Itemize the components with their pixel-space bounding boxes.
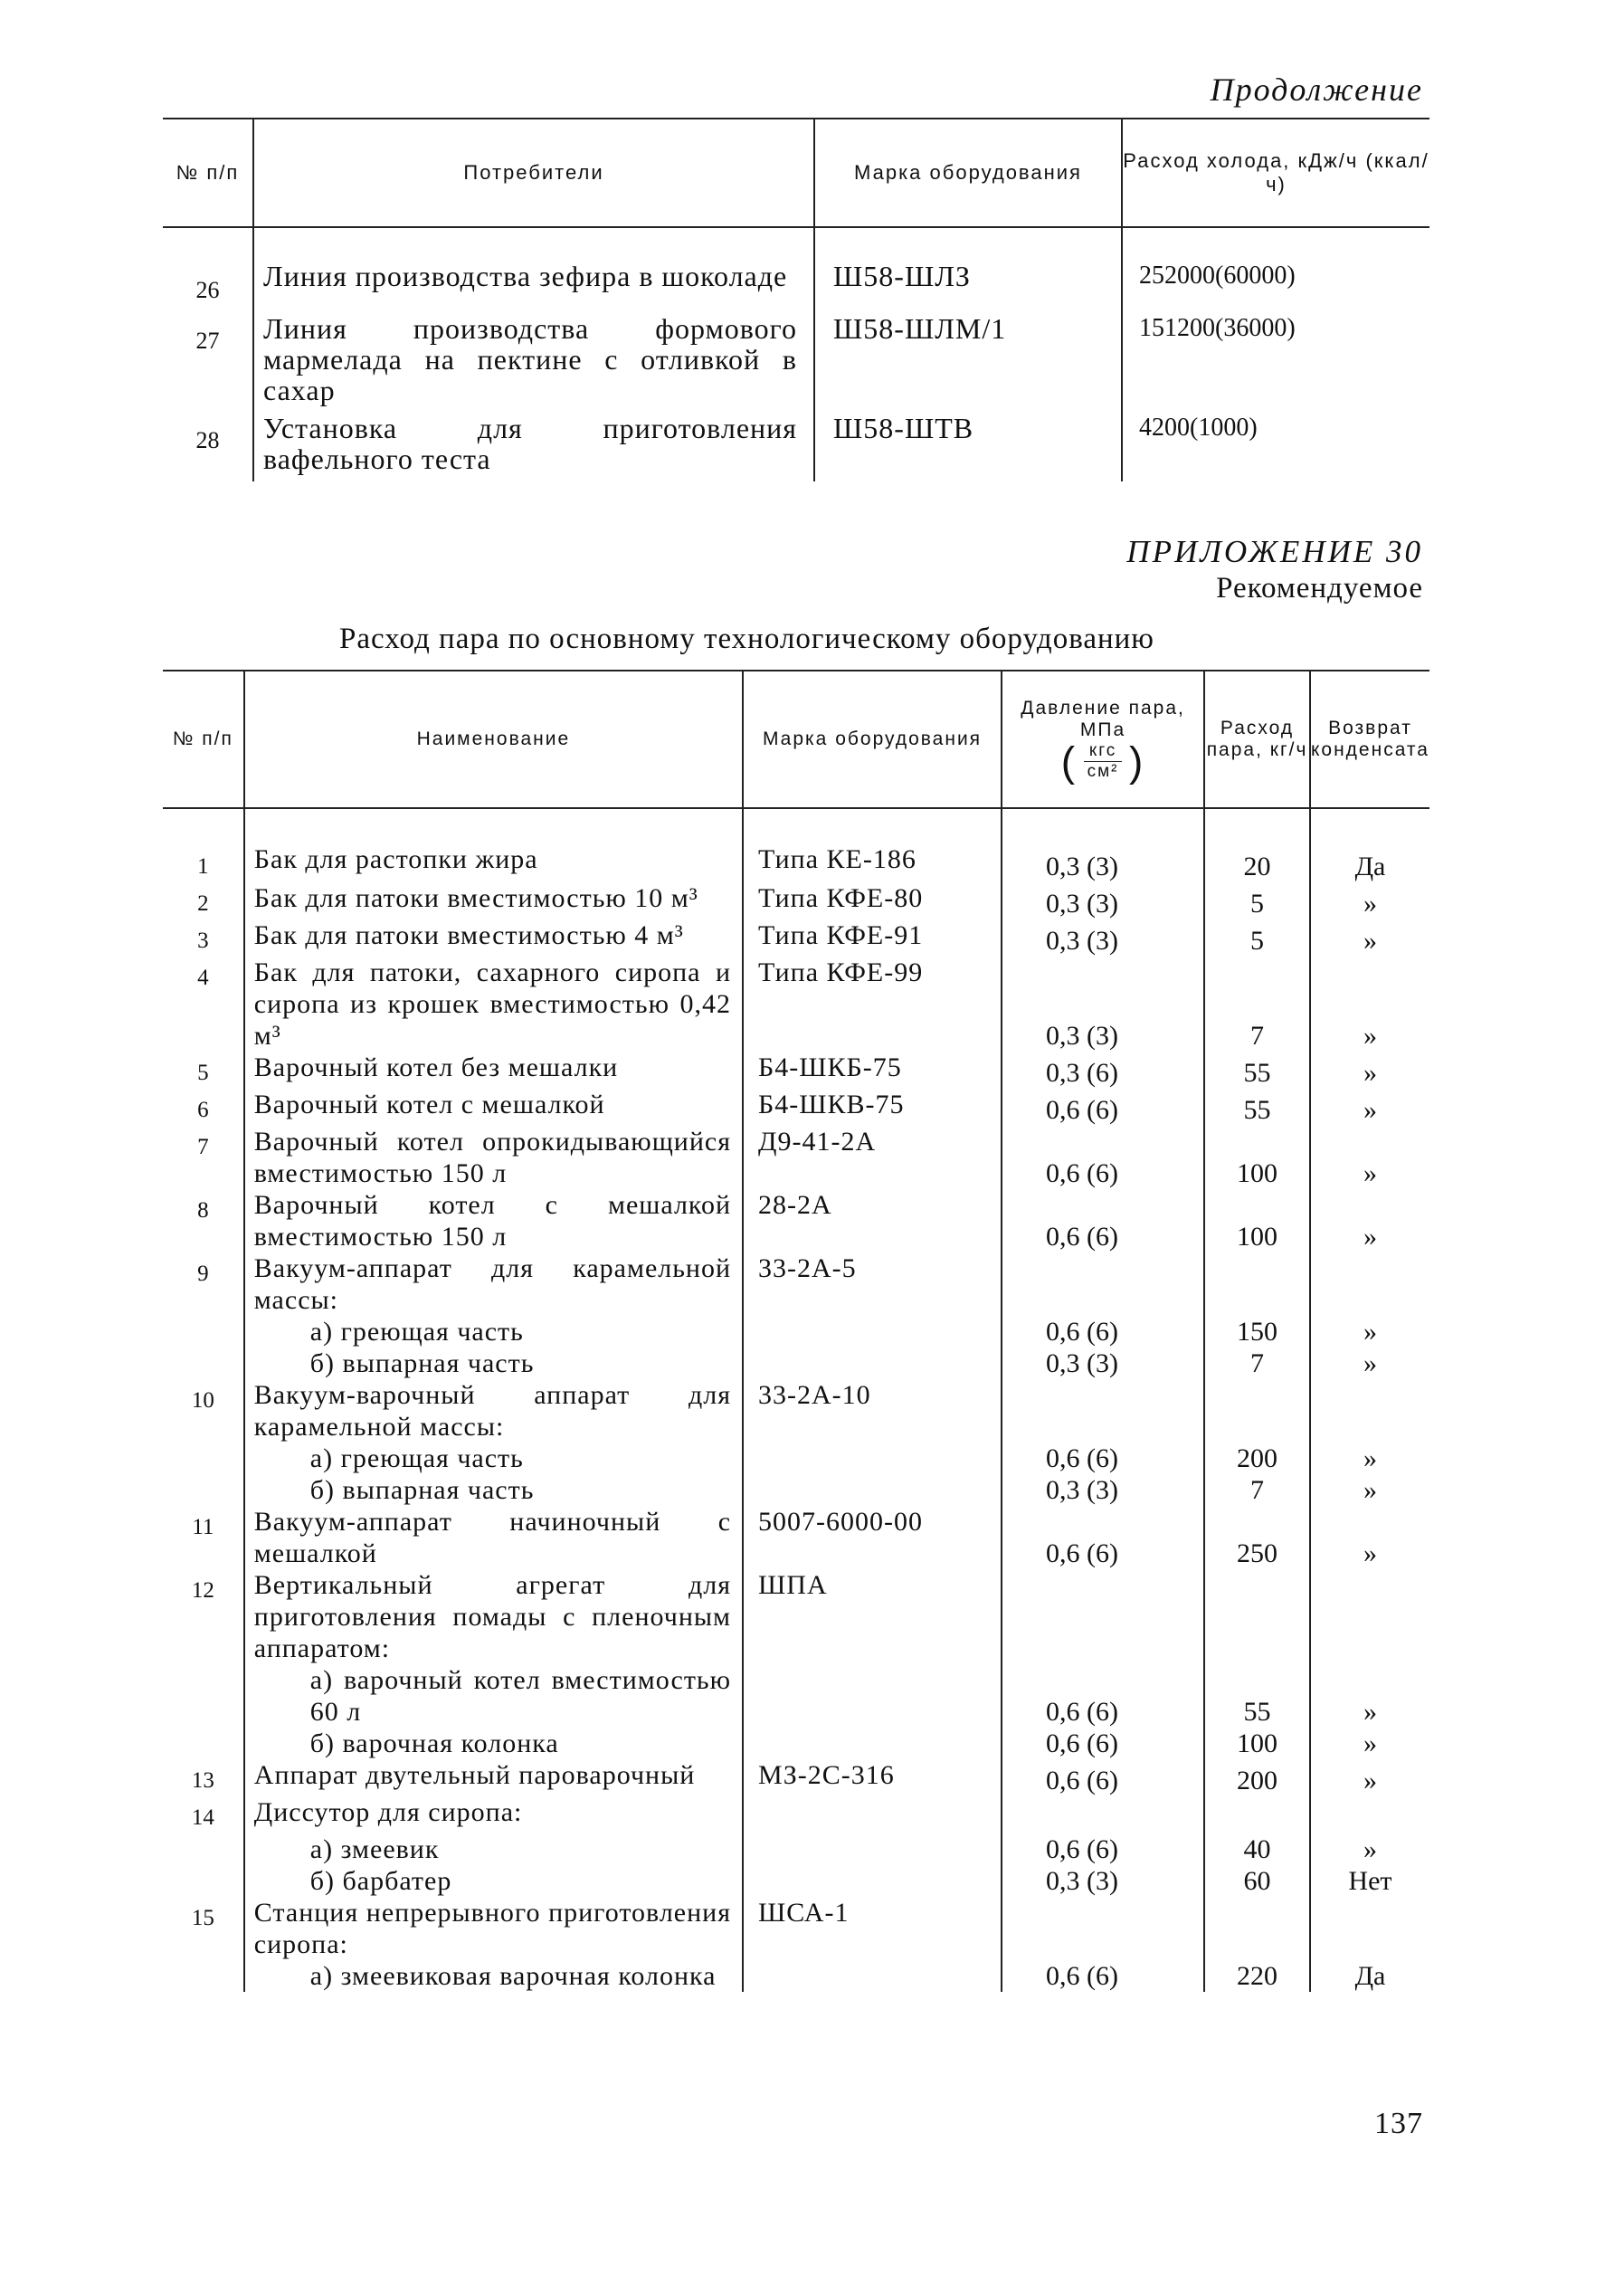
table1-header-flow: Расход холода, кДж/ч (ккал/ч) [1122, 119, 1429, 227]
equipment-name: а) змеевиковая варочная колонка [244, 1960, 743, 1992]
table-row [163, 1052, 1429, 1089]
condensate-return: » [1310, 1052, 1429, 1089]
row-number: 27 [195, 328, 220, 354]
equipment-name: Варочный котел с мешалкой [244, 1089, 743, 1126]
condensate-return: » [1310, 882, 1429, 919]
condensate-return: » [1310, 1189, 1429, 1252]
table-row [163, 1126, 1429, 1189]
steam-flow: 100 [1204, 1189, 1310, 1252]
table-row [163, 1316, 1429, 1347]
equipment-mark [743, 1960, 1002, 1992]
equipment-name: Варочный котел с мешалкой вместимостью 150 л [244, 1189, 743, 1252]
appendix-heading: ПРИЛОЖЕНИЕ 30 [1126, 534, 1423, 569]
equipment-name: Варочный котел опрокидывающийся вместимостью 150 л [244, 1126, 743, 1189]
row-number: 26 [195, 277, 220, 303]
pressure-unit-fraction [1084, 741, 1122, 782]
steam-consumption-table [163, 670, 1429, 1992]
table-row [163, 1189, 1429, 1252]
row-number: 11 [192, 1515, 214, 1539]
table-row [163, 808, 1429, 882]
consumer-name: Линия производства формового мармелада на пектине с отливкой в сахар [253, 313, 814, 413]
steam-flow: 150 [1204, 1316, 1310, 1347]
steam-pressure: 0,6 (6) [1002, 1728, 1204, 1759]
table1-header-consumer: Потребители [253, 119, 814, 227]
table1-header-num: № п/п [163, 119, 253, 227]
equipment-mark: Б4-ШКБ-75 [743, 1052, 1002, 1089]
row-number: 4 [197, 966, 209, 990]
equipment-name: Аппарат двутельный пароварочный [244, 1759, 743, 1796]
table-row [163, 1728, 1429, 1759]
steam-flow [1204, 1897, 1310, 1960]
consumer-name: Линия производства зефира в шоколаде [253, 227, 814, 313]
equipment-mark: Ш58-ШТВ [814, 413, 1122, 481]
condensate-return: Да [1310, 808, 1429, 882]
table-row [163, 1796, 1429, 1833]
equipment-name: а) греющая часть [244, 1316, 743, 1347]
table-row [163, 1506, 1429, 1569]
table-row [163, 919, 1429, 957]
steam-flow: 100 [1204, 1728, 1310, 1759]
table-row [163, 227, 1429, 313]
condensate-return: » [1310, 957, 1429, 1052]
steam-pressure [1002, 1252, 1204, 1316]
row-number [163, 1347, 244, 1379]
condensate-return: » [1310, 1759, 1429, 1796]
table-row [163, 1759, 1429, 1796]
equipment-name: б) барбатер [244, 1865, 743, 1897]
steam-pressure: 0,3 (6) [1002, 1052, 1204, 1089]
steam-pressure: 0,3 (3) [1002, 882, 1204, 919]
equipment-mark [743, 1474, 1002, 1506]
steam-pressure: 0,6 (6) [1002, 1189, 1204, 1252]
equipment-mark: Д9-41-2А [743, 1126, 1002, 1189]
steam-pressure [1002, 1379, 1204, 1443]
table-row [163, 413, 1429, 481]
equipment-mark [743, 1833, 1002, 1865]
table2-header-pressure [1002, 671, 1204, 808]
row-number: 12 [191, 1578, 214, 1603]
steam-flow: 100 [1204, 1126, 1310, 1189]
table-row [163, 882, 1429, 919]
table-row [163, 313, 1429, 413]
steam-flow: 7 [1204, 957, 1310, 1052]
pressure-unit-bottom: см² [1087, 761, 1119, 781]
equipment-name: Бак для патоки вместимостью 4 м³ [244, 919, 743, 957]
pressure-label: Давление пара, МПа [1021, 697, 1185, 740]
pressure-unit-top: кгс [1084, 741, 1122, 762]
steam-pressure [1002, 1569, 1204, 1664]
row-number: 7 [197, 1135, 209, 1159]
equipment-name: Бак для патоки вместимостью 10 м³ [244, 882, 743, 919]
steam-pressure [1002, 1897, 1204, 1960]
refrigeration-flow: 151200(36000) [1122, 313, 1429, 413]
equipment-mark [743, 1443, 1002, 1474]
equipment-mark: Типа КФЕ-99 [743, 957, 1002, 1052]
table-row [163, 1443, 1429, 1474]
equipment-mark [743, 1316, 1002, 1347]
condensate-return [1310, 1252, 1429, 1316]
equipment-name: Вертикальный агрегат для приготовления помады с пленочным аппаратом: [244, 1569, 743, 1664]
steam-flow: 55 [1204, 1052, 1310, 1089]
steam-pressure: 0,3 (3) [1002, 919, 1204, 957]
row-number: 10 [191, 1388, 214, 1413]
row-number [163, 1316, 244, 1347]
equipment-mark: 5007-6000-00 [743, 1506, 1002, 1569]
steam-flow [1204, 1569, 1310, 1664]
equipment-mark: Типа КФЕ-91 [743, 919, 1002, 957]
steam-pressure: 0,3 (3) [1002, 957, 1204, 1052]
steam-pressure: 0,3 (3) [1002, 1347, 1204, 1379]
steam-flow: 5 [1204, 919, 1310, 957]
table-row [163, 1833, 1429, 1865]
table1-header-row [163, 119, 1429, 227]
table2-header-flow: Расход пара, кг/ч [1204, 671, 1310, 808]
steam-flow: 7 [1204, 1347, 1310, 1379]
row-number [163, 1960, 244, 1992]
table-row [163, 1474, 1429, 1506]
refrigeration-consumption-table [163, 118, 1429, 481]
condensate-return: » [1310, 1664, 1429, 1728]
condensate-return [1310, 1379, 1429, 1443]
table2-header-row [163, 671, 1429, 808]
equipment-mark [743, 1664, 1002, 1728]
condensate-return: » [1310, 1089, 1429, 1126]
steam-pressure: 0,3 (3) [1002, 1865, 1204, 1897]
table-row [163, 1960, 1429, 1992]
row-number: 5 [197, 1061, 209, 1085]
equipment-mark: Б4-ШКВ-75 [743, 1089, 1002, 1126]
row-number: 6 [197, 1098, 209, 1122]
table1-header-equipment: Марка оборудования [814, 119, 1122, 227]
condensate-return: » [1310, 1126, 1429, 1189]
consumer-name: Установка для приготовления вафельного теста [253, 413, 814, 481]
steam-pressure: 0,6 (6) [1002, 1316, 1204, 1347]
equipment-mark: Типа КЕ-186 [743, 808, 1002, 882]
equipment-mark: Ш58-ШЛЗ [814, 227, 1122, 313]
equipment-mark: МЗ-2С-316 [743, 1759, 1002, 1796]
condensate-return: » [1310, 1347, 1429, 1379]
equipment-mark [743, 1728, 1002, 1759]
row-number: 28 [195, 427, 220, 453]
steam-flow [1204, 1796, 1310, 1833]
refrigeration-flow: 252000(60000) [1122, 227, 1429, 313]
table2-header-name: Наименование [244, 671, 743, 808]
table-row [163, 957, 1429, 1052]
table2-header-equipment: Марка оборудования [743, 671, 1002, 808]
equipment-mark: 28-2А [743, 1189, 1002, 1252]
steam-flow: 40 [1204, 1833, 1310, 1865]
row-number: 14 [191, 1805, 214, 1830]
equipment-name: б) выпарная часть [244, 1474, 743, 1506]
row-number: 2 [197, 891, 209, 916]
steam-flow: 55 [1204, 1664, 1310, 1728]
condensate-return: » [1310, 1316, 1429, 1347]
steam-pressure: 0,6 (6) [1002, 1833, 1204, 1865]
steam-pressure: 0,6 (6) [1002, 1664, 1204, 1728]
steam-pressure: 0,6 (6) [1002, 1960, 1204, 1992]
table-row [163, 1347, 1429, 1379]
steam-flow: 5 [1204, 882, 1310, 919]
row-number: 8 [197, 1198, 209, 1223]
equipment-name: Вакуум-аппарат для карамельной массы: [244, 1252, 743, 1316]
condensate-return: » [1310, 1833, 1429, 1865]
equipment-name: б) выпарная часть [244, 1347, 743, 1379]
row-number [163, 1474, 244, 1506]
row-number [163, 1833, 244, 1865]
steam-flow: 200 [1204, 1443, 1310, 1474]
equipment-name: а) змеевик [244, 1833, 743, 1865]
equipment-mark: Ш58-ШЛМ/1 [814, 313, 1122, 413]
condensate-return [1310, 1569, 1429, 1664]
steam-pressure: 0,6 (6) [1002, 1759, 1204, 1796]
table-row [163, 1089, 1429, 1126]
steam-flow: 20 [1204, 808, 1310, 882]
condensate-return: Нет [1310, 1865, 1429, 1897]
equipment-mark [743, 1347, 1002, 1379]
steam-pressure: 0,3 (3) [1002, 808, 1204, 882]
pressure-unit: ( $\frac{\text{кгс}}{\text{см²}}$ ) [1060, 738, 1145, 785]
equipment-mark: ШСА-1 [743, 1897, 1002, 1960]
equipment-name: б) варочная колонка [244, 1728, 743, 1759]
equipment-name: а) варочный котел вместимостью 60 л [244, 1664, 743, 1728]
row-number [163, 1865, 244, 1897]
table-row [163, 1865, 1429, 1897]
condensate-return: » [1310, 1474, 1429, 1506]
equipment-name: Бак для растопки жира [244, 808, 743, 882]
steam-flow: 250 [1204, 1506, 1310, 1569]
row-number [163, 1443, 244, 1474]
row-number [163, 1664, 244, 1728]
steam-pressure: 0,6 (6) [1002, 1089, 1204, 1126]
equipment-mark [743, 1796, 1002, 1833]
table-row [163, 1569, 1429, 1664]
steam-pressure: 0,6 (6) [1002, 1443, 1204, 1474]
condensate-return: » [1310, 919, 1429, 957]
steam-pressure [1002, 1796, 1204, 1833]
steam-flow: 220 [1204, 1960, 1310, 1992]
condensate-return: Да [1310, 1960, 1429, 1992]
equipment-name: Вакуум-аппарат начиночный с мешалкой [244, 1506, 743, 1569]
steam-flow: 200 [1204, 1759, 1310, 1796]
steam-pressure: 0,6 (6) [1002, 1506, 1204, 1569]
steam-flow: 55 [1204, 1089, 1310, 1126]
row-number: 3 [197, 928, 209, 953]
table2-header-num: № п/п [163, 671, 244, 808]
condensate-return: » [1310, 1506, 1429, 1569]
table-row [163, 1897, 1429, 1960]
row-number [163, 1728, 244, 1759]
steam-pressure: 0,6 (6) [1002, 1126, 1204, 1189]
equipment-name: Варочный котел без мешалки [244, 1052, 743, 1089]
condensate-return [1310, 1796, 1429, 1833]
table-row [163, 1379, 1429, 1443]
steam-flow [1204, 1252, 1310, 1316]
row-number: 9 [197, 1262, 209, 1286]
table-row [163, 1252, 1429, 1316]
condensate-return: » [1310, 1443, 1429, 1474]
steam-flow: 60 [1204, 1865, 1310, 1897]
equipment-mark [743, 1865, 1002, 1897]
equipment-mark: 33-2А-5 [743, 1252, 1002, 1316]
equipment-name: Бак для патоки, сахарного сиропа и сиропа из крошек вместимостью 0,42 м³ [244, 957, 743, 1052]
equipment-name: Вакуум-варочный аппарат для карамельной массы: [244, 1379, 743, 1443]
condensate-return: » [1310, 1728, 1429, 1759]
page-number: 137 [1374, 2107, 1423, 2140]
equipment-name: Станция непрерывного приготовления сиропа: [244, 1897, 743, 1960]
appendix-subheading: Рекомендуемое [1216, 572, 1423, 605]
table2-header-condensate: Возврат конденсата [1310, 671, 1429, 808]
row-number: 15 [191, 1906, 214, 1930]
equipment-mark: 33-2А-10 [743, 1379, 1002, 1443]
row-number: 1 [197, 854, 209, 879]
condensate-return [1310, 1897, 1429, 1960]
equipment-mark: ШПА [743, 1569, 1002, 1664]
steam-pressure: 0,3 (3) [1002, 1474, 1204, 1506]
steam-flow: 7 [1204, 1474, 1310, 1506]
row-number: 13 [191, 1768, 214, 1793]
steam-flow [1204, 1379, 1310, 1443]
continuation-label: Продолжение [1210, 71, 1423, 108]
equipment-name: Диссутор для сиропа: [244, 1796, 743, 1833]
table-title: Расход пара по основному технологическому оборудованию [339, 623, 1154, 655]
equipment-mark: Типа КФЕ-80 [743, 882, 1002, 919]
equipment-name: а) греющая часть [244, 1443, 743, 1474]
refrigeration-flow: 4200(1000) [1122, 413, 1429, 481]
table-row [163, 1664, 1429, 1728]
